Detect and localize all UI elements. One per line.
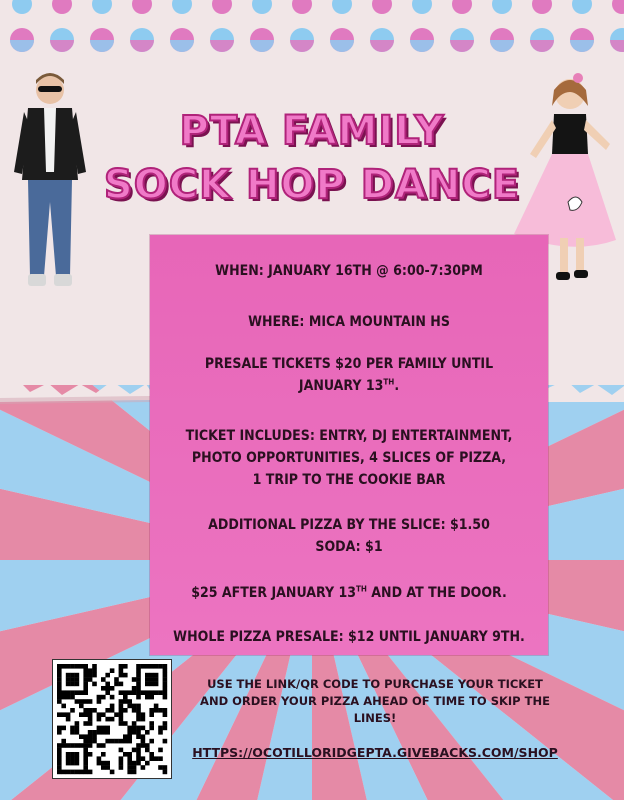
polka-dot: [452, 0, 472, 14]
title-line-1: PTA FAMILY: [179, 108, 445, 154]
polka-dot: [172, 0, 192, 14]
includes-line-1: TICKET INCLUDES: ENTRY, DJ ENTERTAINMENT,: [185, 428, 513, 444]
polka-dot: [210, 28, 234, 52]
polka-dot: [570, 28, 594, 52]
door-price-suffix: TH: [355, 584, 367, 594]
polka-dot: [530, 28, 554, 52]
cta-text: [180, 676, 570, 727]
includes-line-2: PHOTO OPPORTUNITIES, 4 SLICES OF PIZZA,: [191, 450, 507, 466]
presale-suffix: TH: [383, 377, 395, 387]
polka-dot: [370, 28, 394, 52]
qr-code-graphic: [53, 660, 171, 778]
polka-dot: [572, 0, 592, 14]
polka-dot: [532, 0, 552, 14]
polka-dot: [250, 28, 274, 52]
polka-dot: [130, 28, 154, 52]
polka-dot: [212, 0, 232, 14]
polka-dot: [292, 0, 312, 14]
polka-dot: [12, 0, 32, 14]
cta-line-1: USE THE LINK/QR CODE TO PURCHASE YOUR TICKET: [207, 677, 543, 691]
soda-price: SODA: $1: [315, 539, 383, 555]
polka-dot: [50, 28, 74, 52]
where-text: WHERE: MICA MOUNTAIN HS: [248, 314, 450, 330]
polka-dot: [290, 28, 314, 52]
additional-text: [150, 514, 548, 558]
cta-line-2: AND ORDER YOUR PIZZA AHEAD OF TIME TO SKIP THE: [200, 694, 550, 708]
includes-text: [150, 425, 548, 491]
polka-dot: [92, 0, 112, 14]
polka-dot: [490, 28, 514, 52]
polka-dot: [252, 0, 272, 14]
polka-dot: [132, 0, 152, 14]
additional-pizza: ADDITIONAL PIZZA BY THE SLICE: $1.50: [208, 517, 490, 533]
polka-dots: [10, 0, 624, 52]
polka-dot: [332, 0, 352, 14]
polka-dot: [492, 0, 512, 14]
polka-dot: [610, 28, 624, 52]
polka-dot: [372, 0, 392, 14]
door-price-text: [150, 582, 548, 604]
when-text: WHEN: JANUARY 16TH @ 6:00-7:30PM: [215, 263, 483, 279]
presale-line-1: PRESALE TICKETS $20 PER FAMILY UNTIL: [204, 356, 494, 372]
polka-dot: [410, 28, 434, 52]
boy-greaser-image: [10, 62, 90, 294]
polka-dot: [52, 0, 72, 14]
presale-text: [150, 353, 548, 397]
presale-date: JANUARY 13: [298, 378, 384, 394]
polka-dot: [170, 28, 194, 52]
polka-dot: [330, 28, 354, 52]
whole-pizza-text: WHOLE PIZZA PRESALE: $12 UNTIL JANUARY 9TH.: [173, 629, 525, 645]
door-price-prefix: $25 AFTER JANUARY 13: [191, 585, 356, 601]
polka-dot: [412, 0, 432, 14]
polka-dot: [10, 28, 34, 52]
presale-end: .: [394, 378, 400, 394]
polka-dot: [612, 0, 624, 14]
qr-code-icon[interactable]: [52, 659, 172, 779]
polka-dot: [450, 28, 474, 52]
title-line-2: SOCK HOP DANCE: [103, 162, 521, 208]
polka-dot: [90, 28, 114, 52]
cta-line-3: LINES!: [353, 711, 397, 725]
shop-link[interactable]: HTTPS://OCOTILLORIDGEPTA.GIVEBACKS.COM/SHOP: [192, 745, 558, 760]
includes-line-3: 1 TRIP TO THE COOKIE BAR: [252, 472, 446, 488]
door-price-end: AND AT THE DOOR.: [366, 585, 507, 601]
